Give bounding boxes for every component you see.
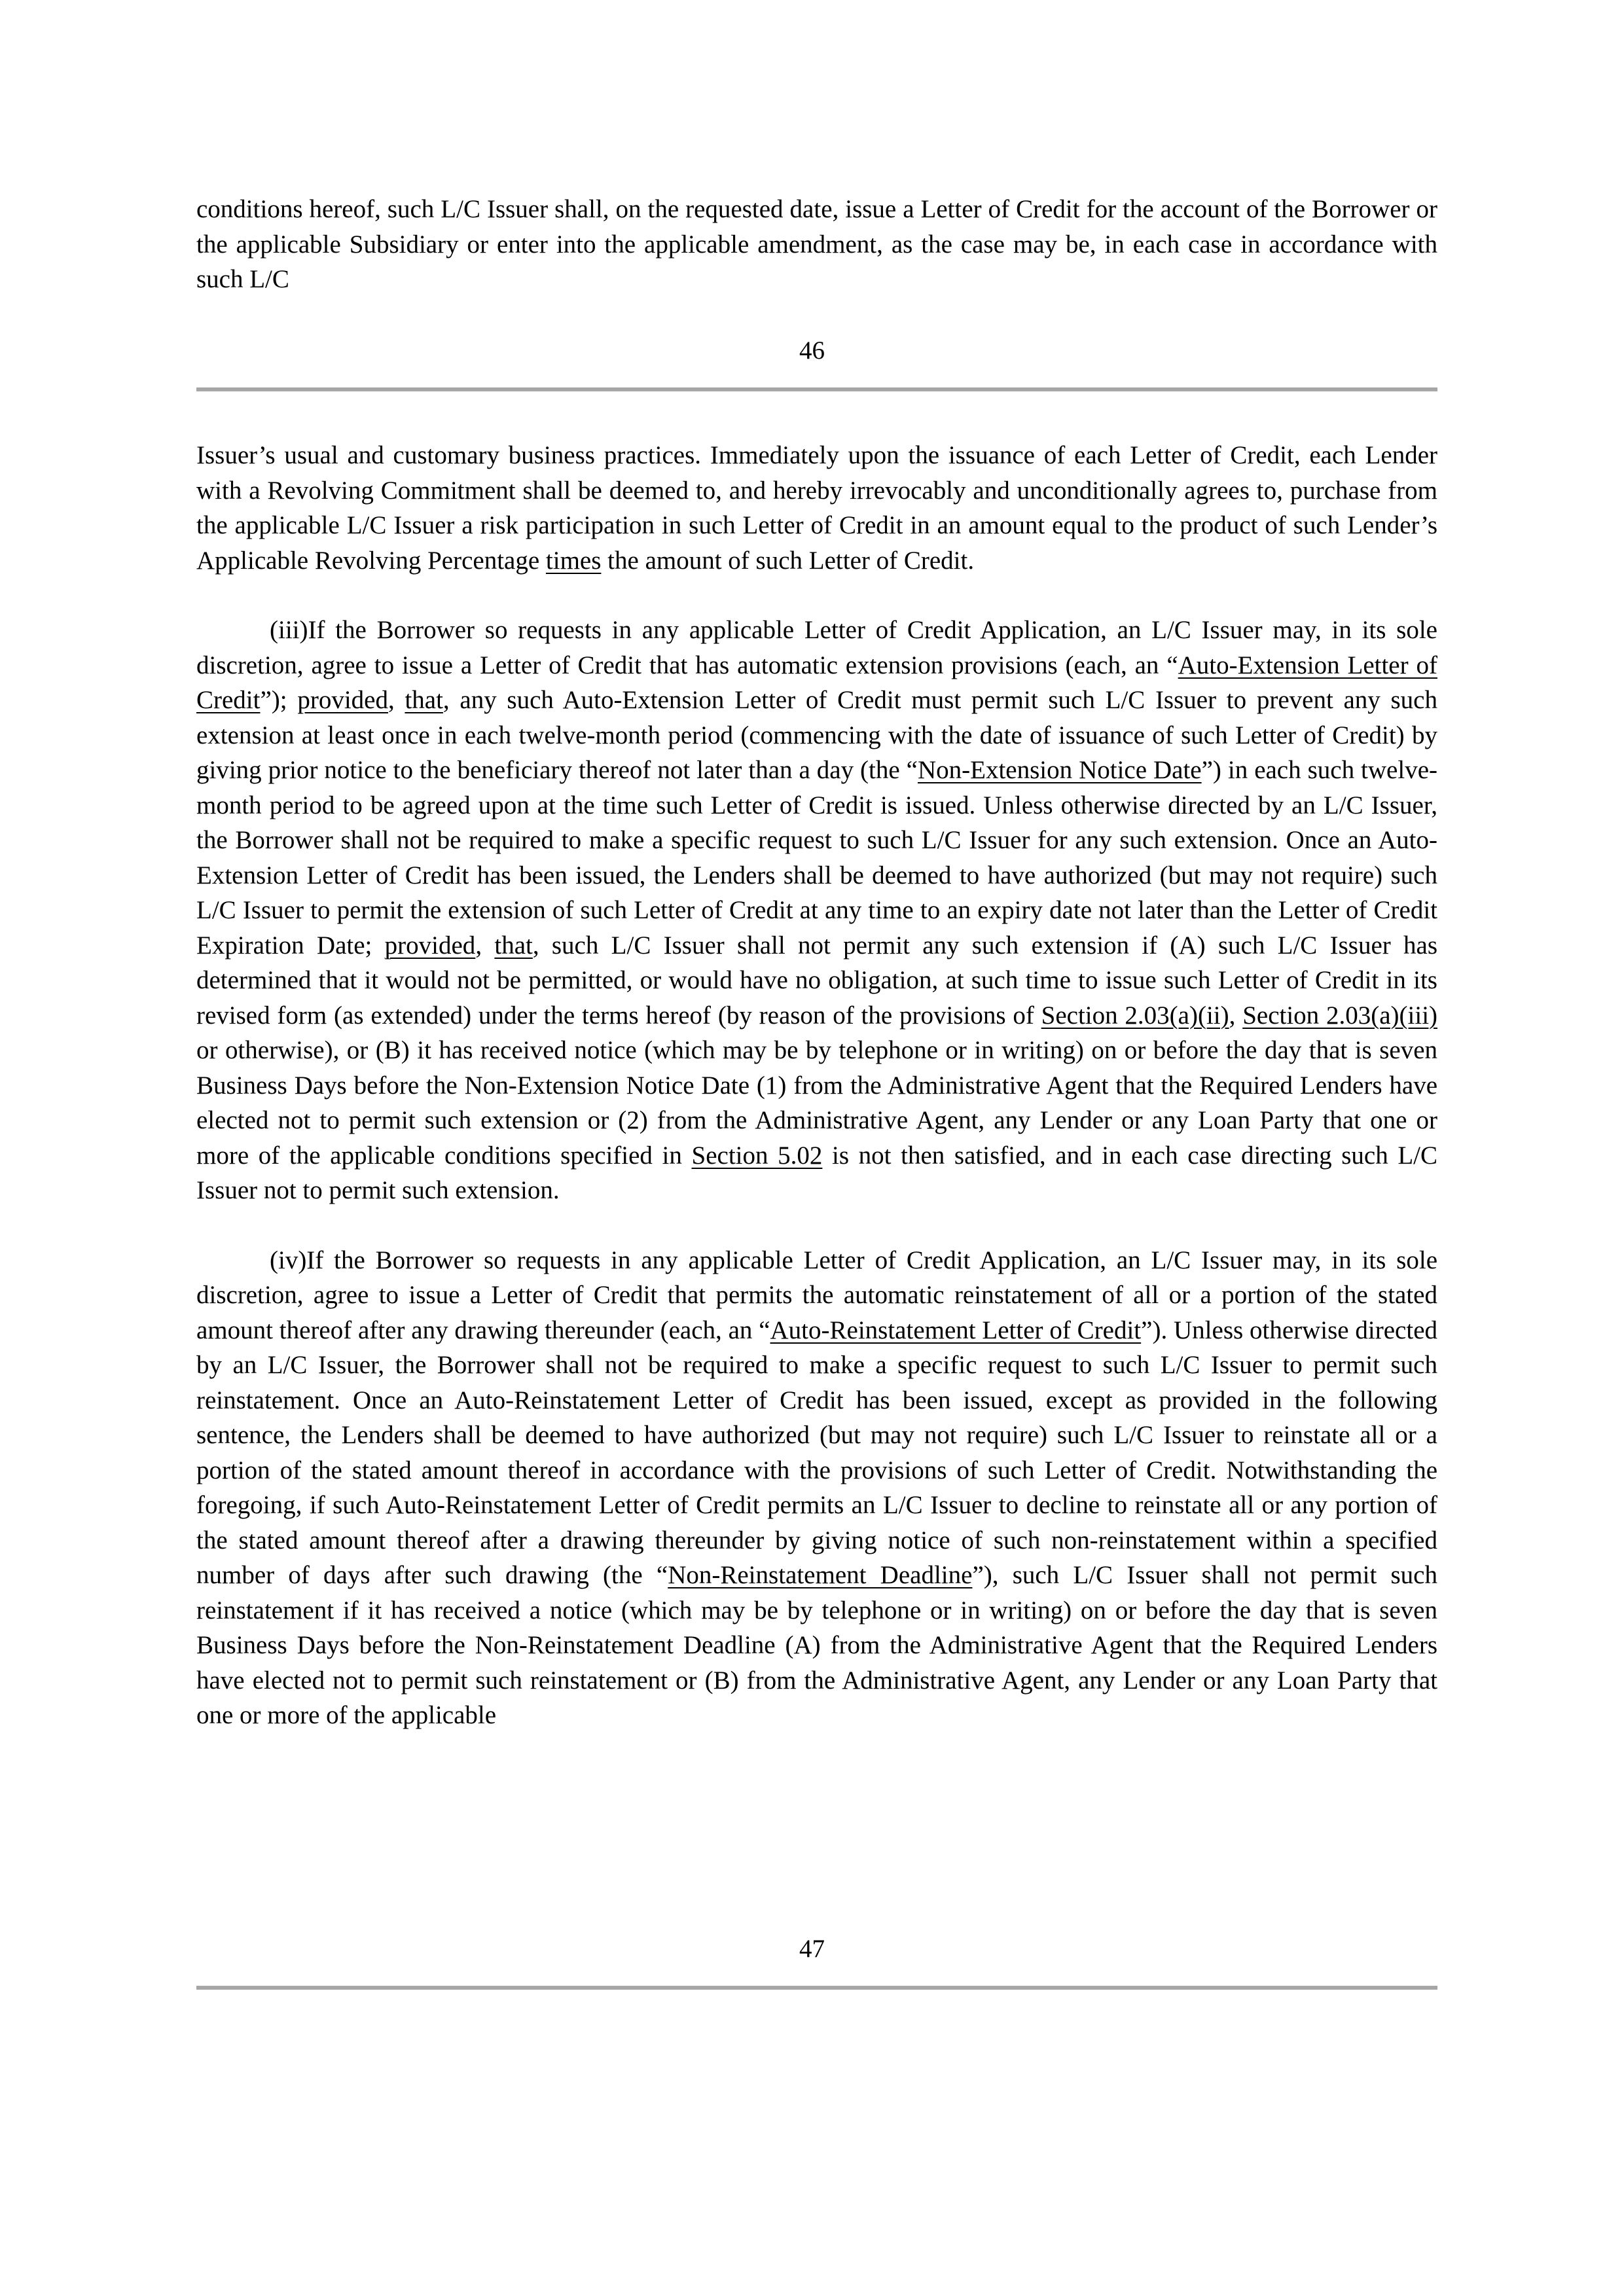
term-provided: provided <box>297 686 388 714</box>
paragraph-issuance: Issuer’s usual and customary business practices. Immediately upon the issuance of each Letter of Credit, each Lender with a Revolving Commitment shall be deemed to, and hereby irrevocably and unconditionally agrees to, purchase from the applicable L/C Issuer a risk participation in such Letter of Credit in an amount equal to the product of such Lender’s Applicable Revolving Percentage times the amount of such Letter of Credit. <box>196 441 1437 575</box>
paragraph-continuation: conditions hereof, such L/C Issuer shall, on the requested date, issue a Letter of Credit for the account of the Borrower or the applicable Subsidiary or enter into the applicable amendment, as the case may be, in each case in accordance with such L/C <box>196 195 1437 293</box>
paragraph-iii: (iii)If the Borrower so requests in any applicable Letter of Credit Application, an L/C Issuer may, in its sole discretion, agree to issue a Letter of Credit that has automatic extension provisions (each, an “Auto-Extension Letter of Credit”); provided, that, any such Auto-Extension Letter of Credit must permit such L/C Issuer to prevent any such extension at least once in each twelve-month period (commencing with the date of issuance of such Letter of Credit) by giving prior notice to the beneficiary thereof not later than a day (the “Non-Extension Notice Date”) in each such twelve-month period to be agreed upon at the time such Letter of Credit is issued. Unless otherwise directed by an L/C Issuer, the Borrower shall not be required to make a specific request to such L/C Issuer for any such extension. Once an Auto-Extension Letter of Credit has been issued, the Lenders shall be deemed to have authorized (but may not require) such L/C Issuer to permit the extension of such Letter of Credit at any time to an expiry date not later than the Letter of Credit Expiration Date; provided, that, such L/C Issuer shall not permit any such extension if (A) such L/C Issuer has determined that it would not be permitted, or would have no obligation, at such time to issue such Letter of Credit in its revised form (as extended) under the terms hereof (by reason of the provisions of Section 2.03(a)(ii), Section 2.03(a)(iii) or otherwise), or (B) it has received notice (which may be by telephone or in writing) on or before the day that is seven Business Days before the Non-Extension Notice Date (1) from the Administrative Agent that the Required Lenders have elected not to permit such extension or (2) from the Administrative Agent, any Lender or any Loan Party that one or more of the applicable conditions specified in Section 5.02 is not then satisfied, and in each case directing such L/C Issuer not to permit such extension. <box>196 616 1438 1204</box>
section-ref-2-03-a-ii: Section 2.03(a)(ii) <box>1041 1001 1229 1030</box>
section-ref-2-03-a-iii: Section 2.03(a)(iii) <box>1242 1001 1438 1030</box>
defined-term-auto-extension: Auto-Extension Letter of Credit <box>196 651 1437 714</box>
page-number-46: 46 <box>799 336 825 365</box>
page-number-47: 47 <box>799 1935 825 1963</box>
defined-term-non-extension-notice-date: Non-Extension Notice Date <box>917 756 1202 784</box>
defined-term-non-reinstatement-deadline: Non-Reinstatement Deadline <box>668 1561 973 1589</box>
page47-text-block <box>196 438 1437 1733</box>
term-times: times <box>545 546 602 575</box>
page-separator-rule <box>196 1986 1437 1990</box>
defined-term-auto-reinstatement: Auto-Reinstatement Letter of Credit <box>770 1316 1142 1344</box>
term-that: that <box>405 686 443 714</box>
term-provided: provided <box>384 931 476 960</box>
page46-text-block <box>196 192 1437 297</box>
term-that: that <box>494 931 533 960</box>
page-separator-rule <box>196 387 1437 391</box>
section-ref-5-02: Section 5.02 <box>691 1141 823 1170</box>
paragraph-iv: (iv)If the Borrower so requests in any applicable Letter of Credit Application, an L/C Issuer may, in its sole discretion, agree to issue a Letter of Credit that permits the automatic reinstatement of all or a portion of the stated amount thereof after any drawing thereunder (each, an “Auto-Reinstatement Letter of Credit”). Unless otherwise directed by an L/C Issuer, the Borrower shall not be required to make a specific request to such L/C Issuer to permit such reinstatement. Once an Auto-Reinstatement Letter of Credit has been issued, except as provided in the following sentence, the Lenders shall be deemed to have authorized (but may not require) such L/C Issuer to reinstate all or a portion of the stated amount thereof in accordance with the provisions of such Letter of Credit. Notwithstanding the foregoing, if such Auto-Reinstatement Letter of Credit permits an L/C Issuer to decline to reinstate all or any portion of the stated amount thereof after a drawing thereunder by giving notice of such non-reinstatement within a specified number of days after such drawing (the “Non-Reinstatement Deadline”), such L/C Issuer shall not permit such reinstatement if it has received a notice (which may be by telephone or in writing) on or before the day that is seven Business Days before the Non-Reinstatement Deadline (A) from the Administrative Agent that the Required Lenders have elected not to permit such reinstatement or (B) from the Administrative Agent, any Lender or any Loan Party that one or more of the applicable <box>196 1246 1438 1729</box>
